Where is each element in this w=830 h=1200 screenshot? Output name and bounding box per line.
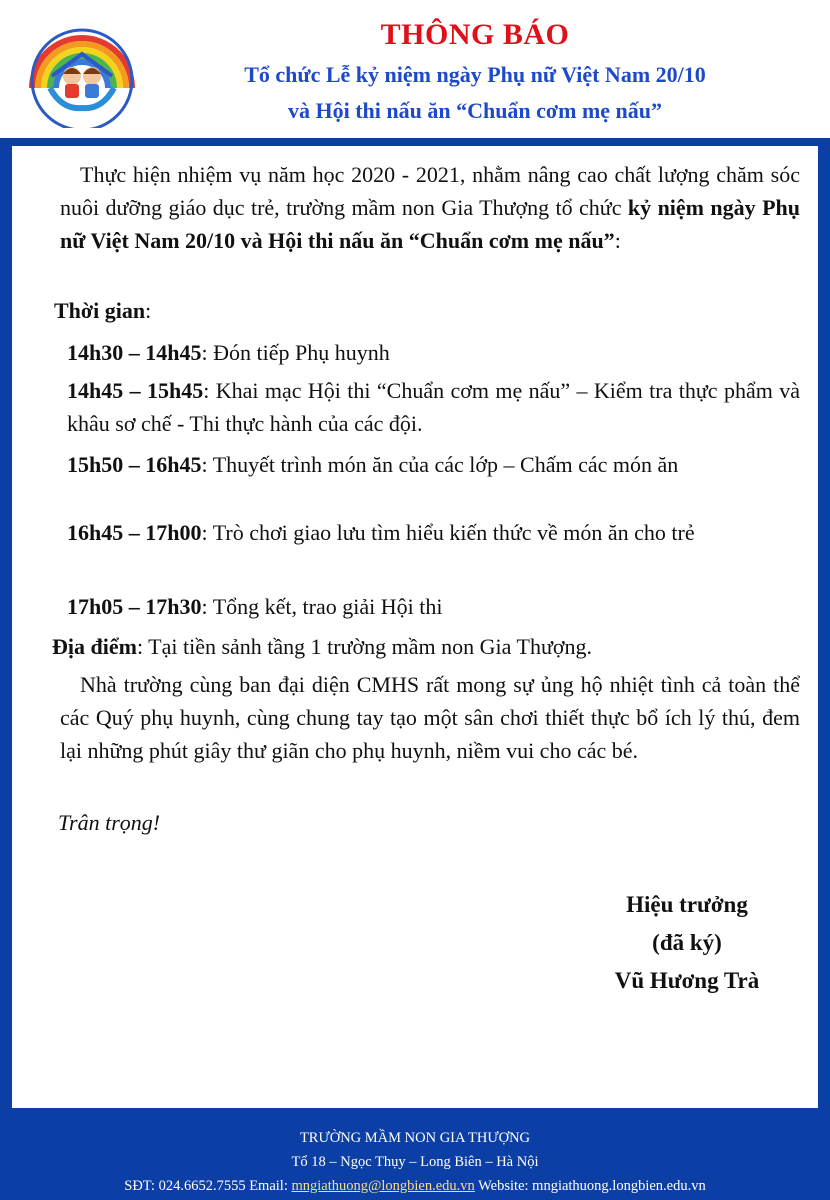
signature-status: (đã ký) — [652, 930, 722, 955]
schedule-time: 14h30 – 14h45 — [67, 340, 202, 365]
schedule-desc: Đón tiếp Phụ huynh — [213, 340, 390, 365]
schedule-time: 15h50 – 16h45 — [67, 452, 202, 477]
schedule-item: 16h45 – 17h00: Trò chơi giao lưu tìm hiểu kiến thức về món ăn cho trẻ — [67, 520, 695, 545]
schedule-time: 14h45 – 15h45 — [67, 378, 204, 403]
header — [0, 0, 830, 138]
footer-email-link[interactable]: mngiathuong@longbien.edu.vn — [291, 1178, 475, 1194]
footer-address: Tổ 18 – Ngọc Thụy – Long Biên – Hà Nội — [291, 1154, 539, 1170]
schedule-desc: Thuyết trình món ăn của các lớp – Chấm các món ăn — [212, 452, 679, 477]
schedule-item: 14h30 – 14h45: Đón tiếp Phụ huynh — [67, 340, 390, 365]
time-section: Thời gian: — [54, 298, 152, 323]
closing-paragraph: Nhà trường cùng ban đại diện CMHS rất mong sự ủng hộ nhiệt tình cả toàn thể các Quý phụ huynh, cùng chung tay tạo một sân chơi thiết thực bổ ích lý thú, đem lại những phút giây thư giãn cho phụ huynh, niềm vui cho các bé. — [60, 672, 800, 763]
intro-text: Thực hiện nhiệm vụ năm học 2020 - 2021, nhằm nâng cao chất lượng chăm sóc nuôi dưỡng giáo dục trẻ, trường mầm non Gia Thượng tổ chức — [60, 162, 800, 220]
location-label: Địa điểm — [52, 634, 137, 659]
time-label: Thời gian — [54, 298, 146, 323]
location-text: Tại tiền sảnh tầng 1 trường mầm non Gia Thượng. — [148, 634, 593, 659]
notice-title: THÔNG BÁO — [380, 18, 570, 51]
location-line: Địa điểm: Tại tiền sảnh tầng 1 trường mầm non Gia Thượng. — [52, 634, 593, 659]
intro-event-name: kỷ niệm ngày Phụ nữ Việt Nam 20/10 và Hội thi nấu ăn “Chuẩn cơm mẹ nấu” — [60, 195, 800, 253]
signature-role: Hiệu trưởng — [626, 892, 748, 917]
schedule-desc: Tổng kết, trao giải Hội thi — [212, 594, 443, 619]
footer — [0, 1126, 830, 1198]
schedule-time: 17h05 – 17h30 — [67, 594, 202, 619]
footer-school-name: TRƯỜNG MẦM NON GIA THƯỢNG — [299, 1130, 531, 1146]
schedule-item: 14h45 – 15h45: Khai mạc Hội thi “Chuẩn cơm mẹ nấu” – Kiểm tra thực phẩm và khâu sơ chế - Thi thực hành của các đội. — [67, 378, 800, 436]
notice-body — [12, 146, 818, 1108]
schedule-desc: Khai mạc Hội thi “Chuẩn cơm mẹ nấu” – Kiểm tra thực phẩm và khâu sơ chế - Thi thực hành của các đội. — [67, 378, 800, 436]
intro-colon: : — [614, 228, 621, 253]
schedule-desc: Trò chơi giao lưu tìm hiểu kiến thức về món ăn cho trẻ — [212, 520, 695, 545]
footer-contact — [0, 1174, 830, 1198]
notice-subtitle-line1: Tổ chức Lễ kỷ niệm ngày Phụ nữ Việt Nam 20/10 — [244, 62, 706, 87]
school-logo — [22, 18, 142, 128]
schedule-item: 17h05 – 17h30: Tổng kết, trao giải Hội thi — [67, 594, 443, 619]
schedule-item: 15h50 – 16h45: Thuyết trình món ăn của các lớp – Chấm các món ăn — [67, 452, 679, 477]
notice-subtitle-line2: và Hội thi nấu ăn “Chuẩn cơm mẹ nấu” — [287, 98, 663, 123]
intro-paragraph — [60, 158, 800, 257]
regards-text: Trân trọng! — [58, 810, 161, 835]
signature-name: Vũ Hương Trà — [614, 968, 760, 993]
footer-phone: SĐT: 024.6652.7555 Email: — [124, 1178, 292, 1194]
schedule-time: 16h45 – 17h00 — [67, 520, 202, 545]
footer-website: Website: mngiathuong.longbien.edu.vn — [474, 1178, 706, 1194]
